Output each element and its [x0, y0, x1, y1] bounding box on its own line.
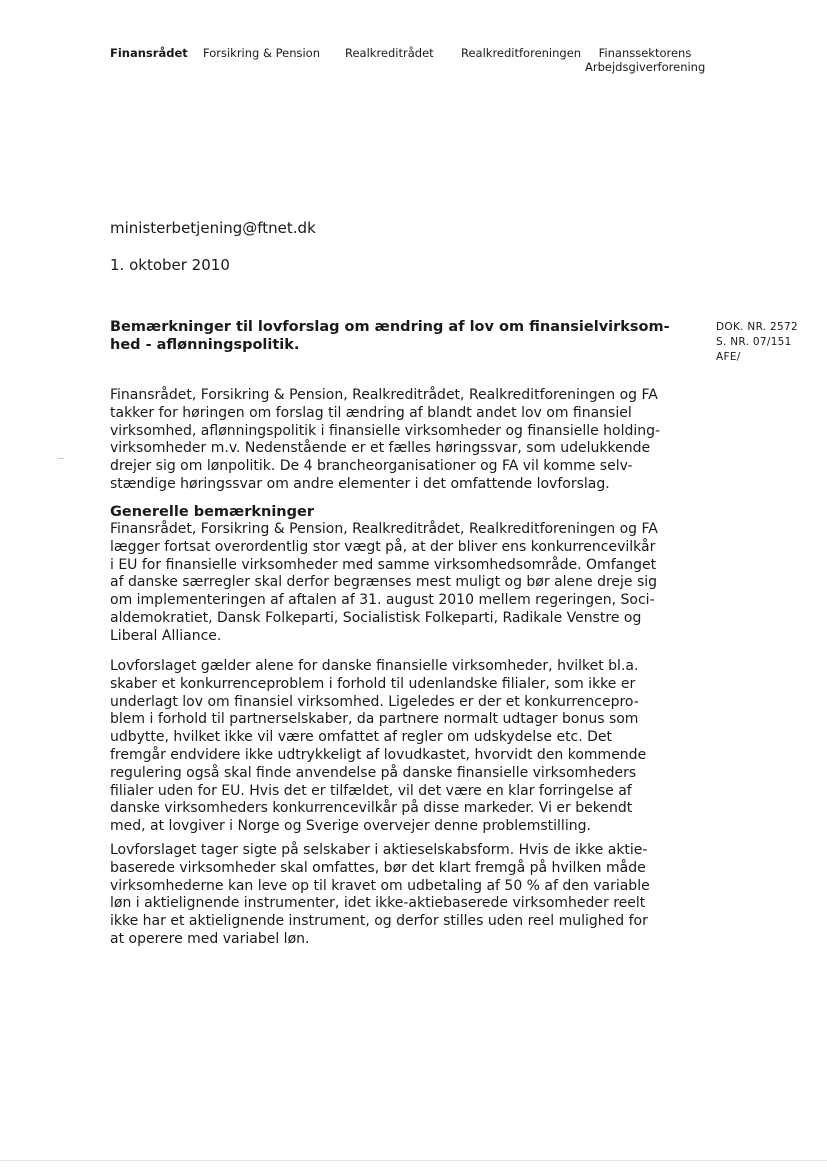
- general-paragraph: Finansrådet, Forsikring & Pension, Realkreditrådet, Realkreditforeningen og FA lægger fortsat overordentlig stor vægt på, at der bliver ens konkurrencevilkår i EU for finansielle virksomheder med samme virksomhedsområde. Omfanget af danske særregler skal derfor begrænses mest muligt og bør alene dreje sig om implementeringen af aftalen af 31. august 2010 mellem regeringen, Soci- aldemokratiet, Dansk Folkeparti, Socialistisk Folkeparti, Radikale Venstre og Liberal Alliance.: [110, 521, 658, 644]
- case-number: S. NR. 07/151: [716, 336, 792, 348]
- org-finansraadet: Finansrådet: [110, 46, 188, 60]
- letter-date: 1. oktober 2010: [110, 256, 230, 274]
- recipient-email: ministerbetjening@ftnet.dk: [110, 219, 316, 237]
- org-realkreditraadet: Realkreditrådet: [345, 46, 434, 60]
- page-bottom-edge: [0, 1160, 827, 1161]
- initials: AFE/: [716, 351, 741, 363]
- letter-subject: Bemærkninger til lovforslag om ændring af lov om finansielvirksom- hed - aflønningspolitik.: [110, 319, 670, 353]
- reference-block: [716, 320, 798, 365]
- paragraph-2: Lovforslaget gælder alene for danske finansielle virksomheder, hvilket bl.a. skaber et konkurrenceproblem i forhold til udenlandske filialer, som ikke er underlagt lov om finansiel virksomhed. Ligeledes er der et konkurrencepro- blem i forhold til partnerselskaber, da partnere normalt udtager bonus som udbytte, hvilket ikke vil være omfattet af regler om udskydelse etc. Det fremgår endvidere ikke udtrykkeligt af lovudkastet, hvorvidt den kommende regulering også skal finde anvendelse på danske finansielle virksomheders filialer uden for EU. Hvis det er tilfældet, vil det være en klar forringelse af danske virksomheders konkurrencevilkår på disse markeder. Vi er bekendt med, at lovgiver i Norge og Sverige overvejer denne problemstilling.: [110, 658, 647, 835]
- section-heading: Generelle bemærkninger: [110, 504, 314, 520]
- doc-number: DOK. NR. 2572: [716, 321, 798, 333]
- margin-mark: [58, 458, 64, 459]
- org-realkreditforeningen: Realkreditforeningen: [461, 46, 582, 60]
- org-forsikring-pension: Forsikring & Pension: [203, 46, 321, 60]
- paragraph-3: Lovforslaget tager sigte på selskaber i aktieselskabsform. Hvis de ikke aktie- baserede virksomheder skal omfattes, bør det klart fremgå på hvilken måde virksomhederne kan leve op til kravet om udbetaling af 50 % af den variable løn i aktielignende instrumenter, idet ikke-aktiebaserede virksomheder reelt ikke har et aktielignende instrument, og derfor stilles uden reel mulighed for at operere med variabel løn.: [110, 842, 650, 947]
- intro-paragraph: Finansrådet, Forsikring & Pension, Realkreditrådet, Realkreditforeningen og FA takker for høringen om forslag til ændring af blandt andet lov om finansiel virksomhed, aflønningspolitik i finansielle virksomheder og finansielle holding- virksomheder m.v. Nedenstående er et fælles høringssvar, som udelukkende drejer sig om lønpolitik. De 4 brancheorganisationer og FA vil komme selv- stændige høringssvar om andre elementer i det omfattende lovforslag.: [110, 387, 661, 492]
- org-finanssektorens-arbejdsgiverforening: Finanssektorens Arbejdsgiverforening: [585, 46, 706, 74]
